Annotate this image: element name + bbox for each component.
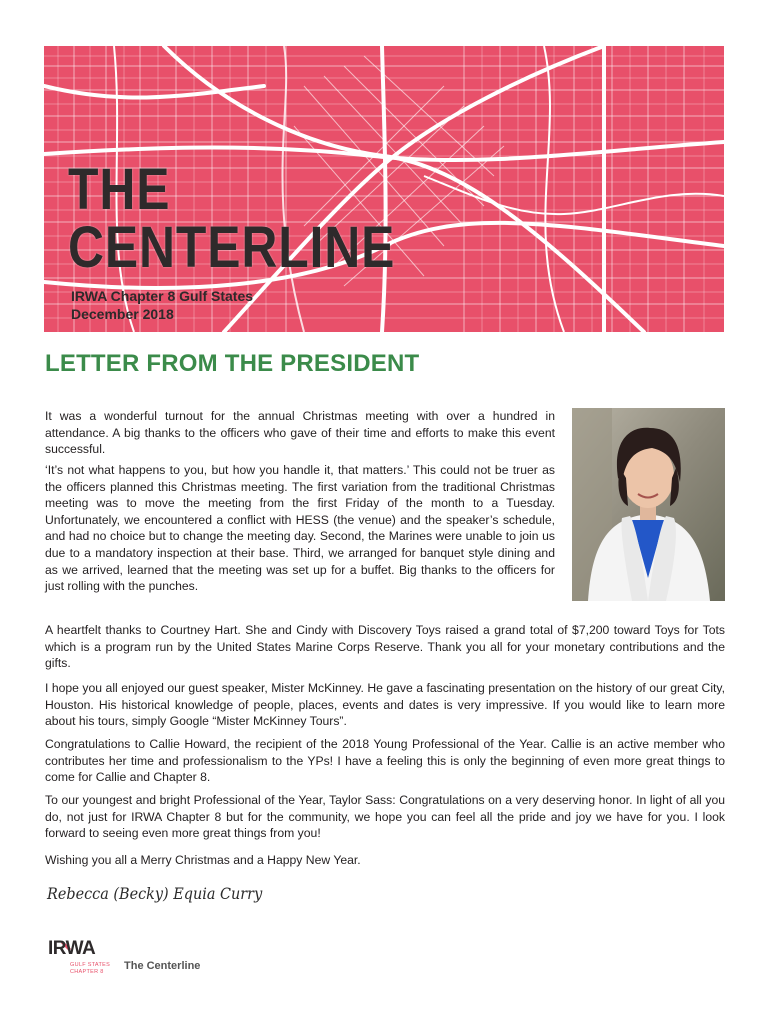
masthead-title-line2: CENTERLINE: [68, 215, 396, 280]
president-signature: Rebecca (Becky) Equia Curry: [47, 884, 263, 903]
letter-heading: LETTER FROM THE PRESIDENT: [45, 350, 420, 377]
masthead-banner: [44, 46, 724, 332]
letter-paragraph: Congratulations to Callie Howard, the recipient of the 2018 Young Professional of the Year. Callie is an active member who contributes her time and professionalism to the YPs! I have a feeling this is only the beginning of even more great things to come for Callie and Chapter 8.: [45, 737, 725, 785]
masthead-subtitle-date: December 2018: [71, 306, 174, 322]
masthead-title-line1: THE: [68, 157, 171, 222]
footer-publication-name: The Centerline: [124, 960, 201, 972]
letter-paragraph: A heartfelt thanks to Courtney Hart. She and Cindy with Discovery Toys raised a grand total of $7,200 toward Toys for Tots which is a program run by the United States Marine Corps Reserve. Thank you all for your monetary contributions and the gifts.: [45, 623, 725, 671]
letter-paragraph: I hope you all enjoyed our guest speaker, Mister McKinney. He gave a fascinating presentation on the history of our great City, Houston. His historical knowledge of people, places, events and dates is very impressive. If you would like to learn more about his tours, simply Google “Mister McKinney Tours”.: [45, 681, 725, 729]
letter-paragraph: ‘It’s not what happens to you, but how you handle it, that matters.’ This could not be truer as the officers planned this Christmas meeting. The first variation from the traditional Christmas meeting was to move the meeting from the first Friday of the month to a Tuesday. Unfortunately, we encountered a conflict with HESS (the venue) and the speaker’s schedule, and had no choice but to change the meeting day. Second, the Marines were unable to join us due to a mandatory inspection at their base. Third, we arranged for banquet style dining and as we arrived, learned that the meeting was set up for a buffet. Big thanks to the officers for just rolling with the punches.: [45, 463, 555, 594]
president-portrait-photo: [572, 408, 725, 601]
irwa-logo-text: IRWA: [48, 938, 96, 959]
letter-paragraph: It was a wonderful turnout for the annual Christmas meeting with over a hundred in attendance. A big thanks to the officers who gave of their time and efforts to make this event successful.: [45, 409, 555, 457]
masthead-subtitle-chapter: IRWA Chapter 8 Gulf States: [71, 288, 254, 304]
letter-paragraph: To our youngest and bright Professional of the Year, Taylor Sass: Congratulations on a very deserving honor. In light of all you do, not just for IRWA Chapter 8 but for the community, we hope you can feel all the pride and joy we have for you. I look forward to seeing even more great things from you!: [45, 793, 725, 841]
irwa-logo-chapter: CHAPTER 8: [70, 969, 104, 975]
letter-closing: Wishing you all a Merry Christmas and a Happy New Year.: [45, 853, 361, 867]
irwa-logo-subtext: GULF STATES: [70, 962, 111, 968]
